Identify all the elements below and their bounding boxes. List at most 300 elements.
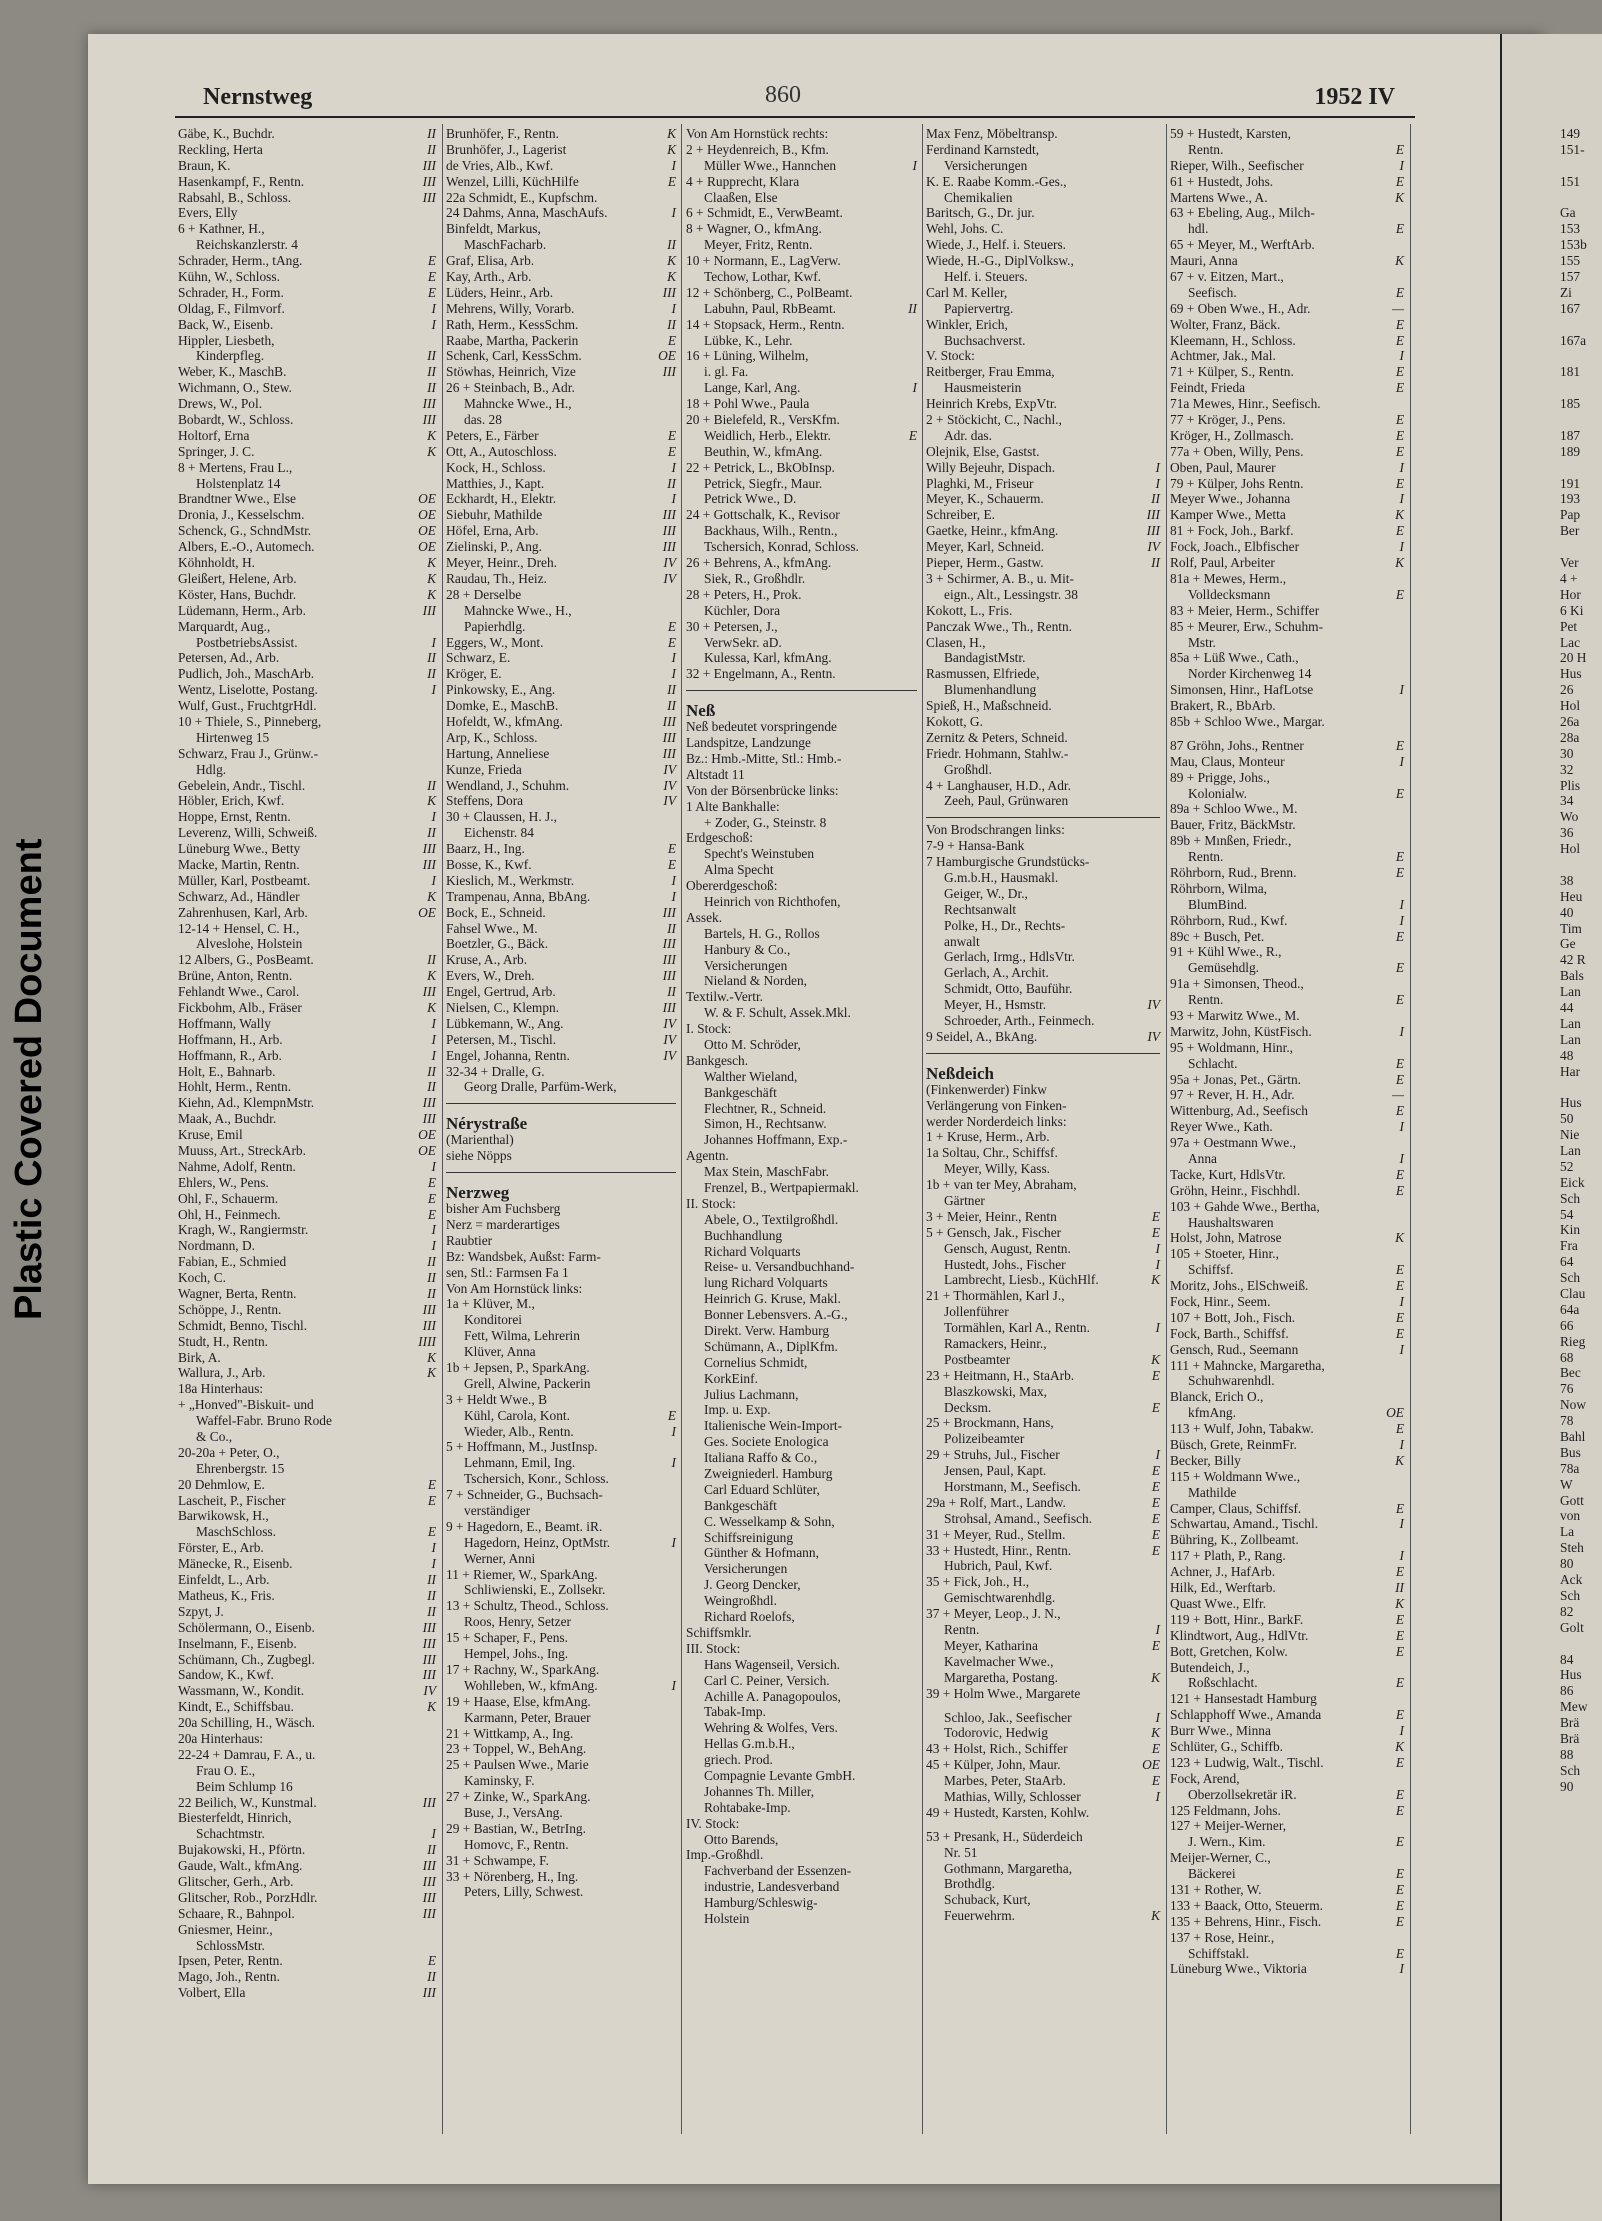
- floor-marker: [1384, 1532, 1404, 1548]
- directory-entry: [1170, 1453, 1404, 1469]
- directory-entry: [926, 539, 1160, 555]
- directory-entry: [1560, 237, 1598, 253]
- directory-entry: [446, 905, 676, 921]
- directory-entry: [1560, 1477, 1598, 1493]
- page-number: 860: [765, 82, 801, 108]
- entry-text: lung Richard Volquarts: [704, 1275, 828, 1291]
- floor-marker: I: [1399, 1437, 1404, 1453]
- entry-text: Reise- u. Versandbuchhand-: [704, 1259, 855, 1275]
- directory-entry: [1560, 603, 1598, 619]
- directory-entry: [686, 1355, 917, 1371]
- directory-entry: [178, 491, 436, 507]
- directory-entry: [686, 666, 917, 682]
- floor-marker: E: [1395, 316, 1404, 332]
- floor-marker: [656, 1503, 676, 1519]
- directory-entry: [446, 126, 676, 142]
- directory-entry: [1170, 1437, 1404, 1453]
- directory-entry: [1170, 817, 1404, 833]
- floor-marker: [656, 587, 676, 603]
- entry-text: Brunhöfer, J., Lagerist: [446, 141, 567, 157]
- floor-marker: [897, 619, 917, 635]
- entry-text: Klüver, Anna: [464, 1344, 536, 1360]
- directory-entry: [926, 1702, 1160, 1710]
- directory-entry: [926, 1304, 1160, 1320]
- floor-marker: E: [1395, 1166, 1404, 1182]
- entry-text: Schuhwarenhdl.: [1188, 1373, 1275, 1389]
- floor-marker: [1580, 698, 1598, 714]
- entry-text: Lac: [1560, 634, 1581, 650]
- entry-text: Drews, W., Pol.: [178, 396, 263, 412]
- floor-marker: [897, 1736, 917, 1752]
- entry-text: Müller, Karl, Postbeamt.: [178, 872, 311, 888]
- directory-entry: [1170, 929, 1404, 945]
- directory-entry: [1170, 380, 1404, 396]
- entry-text: Höfel, Erna, Arb.: [446, 523, 539, 539]
- floor-marker: III: [422, 1651, 436, 1667]
- directory-entry: [446, 1741, 676, 1757]
- floor-marker: [416, 333, 436, 349]
- floor-marker: [1585, 1429, 1598, 1445]
- entry-text: 167: [1560, 300, 1581, 316]
- directory-entry: [446, 857, 676, 873]
- entry-text: Direkt. Verw. Hamburg: [704, 1323, 830, 1339]
- entry-text: Ber: [1560, 523, 1580, 539]
- entry-text: Bock, E., Schneid.: [446, 904, 546, 920]
- entry-text: Holstenplatz 14: [196, 475, 281, 491]
- directory-entry: [686, 412, 917, 428]
- entry-text: Wendland, J., Schuhm.: [446, 777, 570, 793]
- floor-marker: [1140, 1193, 1160, 1209]
- entry-text: Hoffmann, Wally: [178, 1015, 271, 1031]
- floor-marker: E: [1395, 1945, 1404, 1961]
- floor-marker: III: [422, 396, 436, 412]
- entry-text: Sch: [1560, 1270, 1581, 1286]
- entry-text: Schwartau, Amand., Tischl.: [1170, 1516, 1319, 1532]
- directory-entry: [178, 1477, 436, 1493]
- entry-text: Margaretha, Postang.: [944, 1669, 1058, 1685]
- floor-marker: [656, 1439, 676, 1455]
- entry-text: Zi: [1560, 284, 1572, 300]
- floor-marker: [656, 1328, 676, 1344]
- entry-text: Hellas G.m.b.H.,: [704, 1736, 795, 1752]
- floor-marker: [1583, 603, 1598, 619]
- directory-column-3: [686, 126, 917, 1927]
- floor-marker: [897, 1307, 917, 1323]
- floor-marker: I: [671, 1455, 676, 1471]
- directory-entry: [686, 989, 917, 1005]
- directory-entry: [178, 1207, 436, 1223]
- floor-marker: E: [1395, 475, 1404, 491]
- directory-entry: [178, 1779, 436, 1795]
- directory-entry: [178, 1874, 436, 1890]
- floor-marker: IV: [663, 555, 676, 571]
- entry-text: Schloo, Jak., Seefischer: [944, 1709, 1072, 1725]
- floor-marker: I: [671, 300, 676, 316]
- floor-marker: E: [667, 618, 676, 634]
- entry-text: Lüdemann, Herm., Arb.: [178, 602, 306, 618]
- floor-marker: K: [427, 999, 436, 1015]
- floor-marker: E: [1395, 992, 1404, 1008]
- floor-marker: [656, 1741, 676, 1757]
- entry-text: Nielsen, C., Klempn.: [446, 999, 560, 1015]
- directory-entry: [686, 1498, 917, 1514]
- floor-marker: [1384, 1691, 1404, 1707]
- floor-marker: [1384, 237, 1404, 253]
- entry-text: Zielinski, P., Ang.: [446, 539, 542, 555]
- entry-text: Schachtmstr.: [196, 1826, 265, 1842]
- directory-entry: [446, 507, 676, 523]
- directory-entry: [1170, 666, 1404, 682]
- directory-entry: [1560, 348, 1598, 364]
- entry-text: 22 Beilich, W., Kunstmal.: [178, 1794, 317, 1810]
- floor-marker: [1140, 190, 1160, 206]
- floor-marker: II: [427, 666, 436, 682]
- entry-text: 125 Feldmann, Johs.: [1170, 1802, 1281, 1818]
- entry-text: Lehmann, Emil, Ing.: [464, 1455, 576, 1471]
- entry-text: Textilw.-Vertr.: [686, 989, 764, 1005]
- column-divider: [1410, 124, 1411, 2134]
- floor-marker: E: [1395, 785, 1404, 801]
- directory-entry: [178, 1286, 436, 1302]
- directory-entry: [178, 1636, 436, 1652]
- entry-text: Weingroßhdl.: [704, 1593, 777, 1609]
- floor-marker: [897, 1657, 917, 1673]
- floor-marker: [1140, 666, 1160, 682]
- entry-text: 191: [1560, 475, 1581, 491]
- floor-marker: E: [427, 253, 436, 269]
- directory-entry: [926, 301, 1160, 317]
- floor-marker: [897, 862, 917, 878]
- entry-text: 3 + Schirmer, A. B., u. Mit-: [926, 570, 1074, 586]
- entry-text: Schrader, H., Form.: [178, 284, 284, 300]
- entry-text: Decksm.: [944, 1399, 992, 1415]
- floor-marker: E: [1395, 1675, 1404, 1691]
- floor-marker: [656, 1630, 676, 1646]
- floor-marker: [1140, 635, 1160, 651]
- floor-marker: [416, 1779, 436, 1795]
- directory-entry: [926, 1876, 1160, 1892]
- floor-marker: [1578, 682, 1598, 698]
- floor-marker: [1578, 348, 1598, 364]
- entry-text: Frenzel, B., Wertpapiermakl.: [704, 1180, 859, 1195]
- entry-text: 54: [1560, 1206, 1574, 1222]
- directory-entry: [926, 698, 1160, 714]
- entry-text: 31 + Schwampe, F.: [446, 1852, 549, 1868]
- entry-text: Techow, Lothar, Kwf.: [704, 269, 822, 285]
- floor-marker: [1384, 714, 1404, 730]
- entry-text: Evers, W., Dreh.: [446, 968, 535, 984]
- entry-text: Max Stein, MaschFabr.: [704, 1164, 829, 1180]
- entry-text: Meyer, Willy, Kass.: [944, 1161, 1051, 1177]
- entry-text: 7 Hamburgische Grundstücks-: [926, 854, 1090, 870]
- entry-text: Spieß, H., Maßschneid.: [926, 698, 1052, 714]
- floor-marker: [1140, 396, 1160, 412]
- entry-text: Compagnie Levante GmbH.: [704, 1767, 856, 1783]
- entry-text: 185: [1560, 396, 1581, 412]
- floor-marker: [1581, 1016, 1598, 1032]
- directory-entry: [1560, 1620, 1598, 1636]
- directory-entry: [178, 1858, 436, 1874]
- floor-marker: [1578, 571, 1598, 587]
- floor-marker: [1140, 1590, 1160, 1606]
- entry-text: Inselmann, F., Eisenb.: [178, 1635, 297, 1651]
- entry-text: Bec: [1560, 1365, 1581, 1381]
- directory-entry: [926, 507, 1160, 523]
- directory-entry: [1560, 1064, 1598, 1080]
- directory-entry: [686, 926, 917, 942]
- directory-entry: [686, 523, 917, 539]
- entry-text: 93 + Marwitz Wwe., M.: [1170, 1007, 1300, 1023]
- directory-entry: [1170, 1771, 1404, 1787]
- directory-entry: [178, 762, 436, 778]
- entry-text: Schümann, A., DiplKfm.: [704, 1338, 838, 1354]
- floor-marker: [1578, 793, 1598, 809]
- floor-marker: [897, 221, 917, 237]
- floor-marker: [1578, 190, 1598, 206]
- entry-text: Italiana Raffo & Co.,: [704, 1450, 818, 1466]
- directory-entry: [1170, 523, 1404, 539]
- directory-entry: [926, 126, 1160, 142]
- entry-text: 155: [1560, 253, 1581, 269]
- entry-text: von: [1560, 1508, 1581, 1524]
- entry-text: eign., Alt., Lessingstr. 38: [944, 586, 1078, 602]
- floor-marker: [656, 1646, 676, 1662]
- entry-text: Claaßen, Else: [704, 189, 778, 205]
- directory-entry: [686, 619, 917, 635]
- street-title: Nernstweg: [203, 84, 313, 110]
- directory-entry: [446, 603, 676, 619]
- entry-text: Meyer Wwe., Johanna: [1170, 491, 1291, 507]
- entry-text: 35 + Fick, Joh., H.,: [926, 1574, 1030, 1590]
- directory-entry: [686, 317, 917, 333]
- entry-text: Siek, R., Großhdlr.: [704, 570, 806, 586]
- entry-text: BlumBind.: [1188, 896, 1248, 912]
- floor-marker: II: [1151, 555, 1160, 571]
- directory-entry: [1170, 142, 1404, 158]
- entry-text: Wolter, Franz, Bäck.: [1170, 316, 1281, 332]
- entry-text: Kokott, L., Fris.: [926, 602, 1013, 618]
- floor-marker: [1581, 1143, 1598, 1159]
- directory-entry: [178, 619, 436, 635]
- entry-text: Johannes Th. Miller,: [704, 1783, 815, 1799]
- floor-marker: [656, 809, 676, 825]
- entry-text: 69 + Oben Wwe., H., Adr.: [1170, 300, 1311, 316]
- entry-text: Hor: [1560, 586, 1581, 602]
- floor-marker: [1384, 666, 1404, 682]
- entry-text: Now: [1560, 1397, 1587, 1413]
- directory-entry: [178, 1159, 436, 1175]
- floor-marker: [1384, 770, 1404, 786]
- entry-text: Zeeh, Paul, Grünwaren: [944, 793, 1069, 809]
- directory-entry: [1170, 269, 1404, 285]
- entry-text: Brüne, Anton, Rentn.: [178, 968, 293, 984]
- floor-marker: I: [431, 1556, 436, 1572]
- directory-entry: [1560, 1079, 1598, 1095]
- directory-entry: [1170, 1151, 1404, 1167]
- directory-entry: [1170, 1898, 1404, 1914]
- entry-text: Günther & Hofmann,: [704, 1545, 819, 1561]
- entry-text: 17 + Rachny, W., SparkAng.: [446, 1661, 600, 1677]
- entry-text: Birk, A.: [178, 1349, 221, 1365]
- entry-text: Wehl, Johs. C.: [926, 221, 1004, 237]
- section-rule: [686, 682, 917, 691]
- floor-marker: I: [671, 666, 676, 682]
- entry-text: 91 + Kühl Wwe., R.,: [1170, 944, 1282, 960]
- floor-marker: [1384, 635, 1404, 651]
- entry-text: Feuerwehrm.: [944, 1908, 1016, 1924]
- entry-text: Rentn.: [1188, 141, 1224, 157]
- directory-entry: [1170, 1675, 1404, 1691]
- entry-text: Albers, E.-O., Automech.: [178, 539, 315, 555]
- directory-entry: [1560, 1429, 1598, 1445]
- floor-marker: [897, 412, 917, 428]
- directory-entry: [686, 1911, 917, 1927]
- floor-marker: E: [1395, 1500, 1404, 1516]
- entry-text: 187: [1560, 427, 1581, 443]
- entry-text: 1b + van ter Mey, Abraham,: [926, 1177, 1077, 1193]
- directory-entry: [1560, 333, 1598, 349]
- floor-marker: [1140, 1654, 1160, 1670]
- directory-entry: [1560, 1413, 1598, 1429]
- directory-entry: [926, 460, 1160, 476]
- entry-text: Macke, Martin, Rentn.: [178, 856, 300, 872]
- entry-text: La: [1560, 1524, 1575, 1540]
- directory-entry: [178, 1795, 436, 1811]
- entry-text: Koch, C.: [178, 1270, 226, 1286]
- floor-marker: IV: [663, 1031, 676, 1047]
- floor-marker: [897, 237, 917, 253]
- directory-entry: [686, 285, 917, 301]
- floor-marker: [1140, 269, 1160, 285]
- entry-text: Kulessa, Karl, kfmAng.: [704, 650, 832, 666]
- directory-entry: [926, 1574, 1160, 1590]
- entry-text: Versicherungen: [704, 1561, 788, 1577]
- floor-marker: K: [427, 888, 436, 904]
- floor-marker: [416, 1810, 436, 1826]
- floor-marker: [897, 444, 917, 460]
- directory-entry: [1170, 881, 1404, 897]
- entry-text: 30 + Claussen, H. J.,: [446, 809, 557, 825]
- directory-entry: [446, 1360, 676, 1376]
- directory-entry: [178, 1493, 436, 1509]
- directory-entry: [446, 1710, 676, 1726]
- directory-entry: [1560, 1683, 1598, 1699]
- entry-text: Bujakowski, H., Pförtn.: [178, 1842, 306, 1858]
- floor-marker: I: [1399, 1723, 1404, 1739]
- floor-marker: [1578, 1747, 1598, 1763]
- directory-entry: [446, 158, 676, 174]
- directory-entry: [178, 1524, 436, 1540]
- directory-entry: [1560, 158, 1598, 174]
- floor-marker: [1585, 1175, 1598, 1191]
- floor-marker: [1384, 1135, 1404, 1151]
- floor-marker: II: [427, 141, 436, 157]
- directory-entry: [1170, 1628, 1404, 1644]
- directory-entry: [926, 571, 1160, 587]
- entry-text: 28a: [1560, 729, 1580, 745]
- directory-entry: [178, 1064, 436, 1080]
- directory-entry: [926, 981, 1160, 997]
- entry-text: Raudau, Th., Heiz.: [446, 570, 547, 586]
- entry-text: Bonner Lebensvers. A.-G.,: [704, 1307, 848, 1323]
- directory-entry: [926, 317, 1160, 333]
- directory-entry: [446, 698, 676, 714]
- directory-entry: [178, 1588, 436, 1604]
- floor-marker: [897, 1514, 917, 1530]
- entry-text: Blumenhandlung: [944, 682, 1037, 698]
- directory-entry: [686, 1545, 917, 1561]
- directory-entry: [446, 1519, 676, 1535]
- directory-entry: [1170, 1501, 1404, 1517]
- floor-marker: [1140, 934, 1160, 950]
- floor-marker: [1578, 905, 1598, 921]
- entry-text: Von Am Hornstück links:: [446, 1280, 583, 1296]
- entry-text: Helf. i. Steuers.: [944, 269, 1028, 285]
- entry-text: Förster, E., Arb.: [178, 1540, 264, 1556]
- entry-text: Brunhöfer, F., Rentn.: [446, 126, 559, 141]
- entry-text: C. Wesselkamp & Sohn,: [704, 1513, 835, 1529]
- floor-marker: I: [912, 380, 917, 396]
- entry-text: Rieper, Wilh., Seefischer: [1170, 157, 1304, 173]
- entry-text: Nordmann, D.: [178, 1238, 255, 1254]
- entry-text: Zernitz & Peters, Schneid.: [926, 729, 1068, 745]
- directory-entry: [686, 539, 917, 555]
- entry-text: Eichenstr. 84: [464, 825, 534, 841]
- entry-text: 43 + Holst, Rich., Schiffer: [926, 1741, 1068, 1757]
- floor-marker: OE: [418, 1127, 436, 1143]
- directory-entry: [1170, 913, 1404, 929]
- floor-marker: III: [422, 841, 436, 857]
- entry-text: Todorovic, Hedwig: [944, 1725, 1048, 1741]
- entry-text: Lambrecht, Liesb., KüchHlf.: [944, 1272, 1099, 1288]
- directory-entry: [178, 1397, 436, 1413]
- entry-text: Gleißert, Helene, Arb.: [178, 570, 297, 586]
- entry-text: Petrick Wwe., D.: [704, 491, 797, 507]
- floor-marker: II: [427, 1270, 436, 1286]
- floor-marker: I: [1155, 475, 1160, 491]
- entry-text: Trampenau, Anna, BbAng.: [446, 888, 591, 904]
- entry-text: 48: [1560, 1047, 1574, 1063]
- entry-text: 157: [1560, 269, 1581, 285]
- floor-marker: [1140, 1558, 1160, 1574]
- floor-marker: E: [1395, 1325, 1404, 1341]
- entry-text: 29 + Struhs, Jul., Fischer: [926, 1447, 1060, 1463]
- floor-marker: [1580, 507, 1598, 523]
- directory-entry: [446, 491, 676, 507]
- floor-marker: [1384, 603, 1404, 619]
- directory-entry: [686, 1673, 917, 1689]
- floor-marker: [1580, 269, 1598, 285]
- entry-text: 88: [1560, 1746, 1574, 1762]
- entry-text: Ott, A., Autoschloss.: [446, 443, 557, 459]
- entry-text: 26a: [1560, 713, 1580, 729]
- entry-text: Richard Roelofs,: [704, 1609, 795, 1625]
- entry-text: 49 + Hustedt, Karsten, Kohlw.: [926, 1804, 1090, 1820]
- directory-entry: [446, 730, 676, 746]
- directory-entry: [446, 301, 676, 317]
- floor-marker: I: [431, 872, 436, 888]
- floor-marker: [1140, 205, 1160, 221]
- entry-text: Buchsachverst.: [944, 332, 1026, 348]
- entry-text: Evers, Elly: [178, 205, 238, 221]
- floor-marker: I: [431, 1047, 436, 1063]
- entry-text: 20a Hinterhaus:: [178, 1730, 264, 1746]
- entry-text: Ges. Societe Enologica: [704, 1434, 829, 1450]
- directory-entry: [686, 1418, 917, 1434]
- floor-marker: I: [671, 157, 676, 173]
- directory-entry: [446, 1694, 676, 1710]
- directory-entry: [1170, 1389, 1404, 1405]
